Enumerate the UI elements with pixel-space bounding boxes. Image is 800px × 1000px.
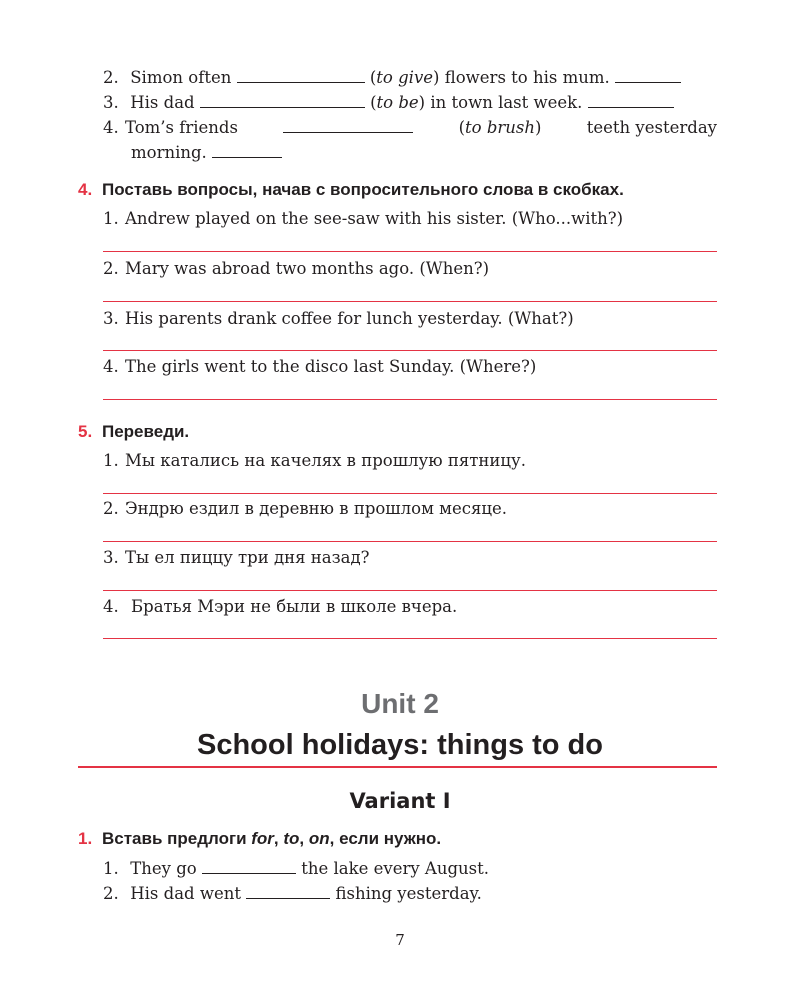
exercise-number: 1. (78, 829, 93, 848)
answer-blank[interactable] (212, 143, 282, 158)
item-text: The girls went to the disco last Sunday. (Where?) (125, 357, 537, 376)
exercise-5-heading (78, 422, 189, 442)
item-number: 3. (103, 309, 119, 328)
item-text-before: Simon often (130, 68, 232, 87)
exercise-instruction: Переведи. (102, 422, 190, 441)
item-number: 2. (103, 68, 119, 87)
page-number: 7 (395, 931, 405, 949)
verb-hint: to be (376, 93, 419, 112)
item-number: 1. (103, 209, 119, 228)
instruction-part: , если нужно. (329, 829, 442, 848)
ex5-item-1 (103, 451, 526, 470)
item-text-continued: morning. (131, 143, 207, 162)
instruction-part: to (283, 829, 300, 848)
answer-blank[interactable] (237, 68, 365, 83)
item-number: 4. (103, 118, 119, 137)
answer-blank[interactable] (588, 93, 674, 108)
verb-hint: to brush (465, 118, 536, 137)
ex4-item-1 (103, 209, 623, 228)
item-text: His parents drank coffee for lunch yesterday. (What?) (125, 309, 574, 328)
item-text: Братья Мэри не были в школе вчера. (131, 597, 458, 616)
item-number: 3. (103, 548, 119, 567)
ex5-item-2 (103, 499, 507, 518)
item-text: Мы катались на качелях в прошлую пятницу. (125, 451, 526, 470)
verb-hint: to give (376, 68, 434, 87)
ex1-item-1 (103, 859, 489, 878)
ex4-item-2 (103, 259, 489, 278)
ex5-item-4 (103, 597, 457, 616)
answer-line[interactable] (103, 638, 717, 639)
item-text-after: fishing yesterday. (335, 884, 482, 903)
answer-line[interactable] (103, 399, 717, 400)
item-number: 2. (103, 884, 119, 903)
item-text-after: the lake every August. (301, 859, 489, 878)
answer-blank[interactable] (283, 118, 413, 133)
exercise-instruction: Поставь вопросы, начав с вопросительного слова в скобках. (102, 180, 624, 199)
answer-line[interactable] (103, 493, 717, 494)
unit-label: Unit 2 (361, 688, 439, 719)
item-number: 3. (103, 93, 119, 112)
exercise-1-heading (78, 829, 441, 849)
answer-blank[interactable] (615, 68, 681, 83)
exercise-number: 4. (78, 180, 93, 199)
item-text-after: flowers to his mum. (444, 68, 610, 87)
instruction-part: on (308, 829, 330, 848)
instruction-part: , (299, 829, 309, 848)
answer-line[interactable] (103, 541, 717, 542)
answer-line[interactable] (103, 251, 717, 252)
exercise-number: 5. (78, 422, 93, 441)
unit-divider (78, 766, 717, 768)
answer-line[interactable] (103, 301, 717, 302)
ex3-item-4-continued (131, 143, 282, 162)
item-text: Ты ел пиццу три дня назад? (125, 548, 370, 567)
ex3-item-3: 3. His dad (to be) in town last week. (103, 93, 674, 112)
item-text: Andrew played on the see-saw with his sister. (Who...with?) (125, 209, 624, 228)
answer-line[interactable] (103, 590, 717, 591)
item-number: 4. (103, 357, 119, 376)
item-text-after: teeth yesterday (586, 118, 717, 137)
ex3-item-4: 4. Tom’s friends (to brush) teeth yesterday (103, 118, 717, 137)
ex5-item-3 (103, 548, 369, 567)
item-number: 1. (103, 859, 119, 878)
instruction-part: for (251, 829, 274, 848)
instruction-part: , (273, 829, 284, 848)
answer-blank[interactable] (246, 884, 330, 899)
exercise-4-heading (78, 180, 624, 200)
ex3-item-2: 2. Simon often (to give) flowers to his mum. (103, 68, 681, 87)
item-text-after: in town last week. (430, 93, 583, 112)
item-number: 2. (103, 499, 119, 518)
item-text-before: His dad went (130, 884, 241, 903)
item-text: Эндрю ездил в деревню в прошлом месяце. (125, 499, 508, 518)
ex4-item-4 (103, 357, 536, 376)
instruction-part: Вставь предлоги (102, 829, 252, 848)
item-text-before: His dad (130, 93, 195, 112)
item-number: 4. (103, 597, 119, 616)
answer-line[interactable] (103, 350, 717, 351)
answer-blank[interactable] (202, 859, 296, 874)
answer-blank[interactable] (200, 93, 365, 108)
item-text-before: Tom’s friends (125, 118, 238, 137)
item-number: 1. (103, 451, 119, 470)
item-number: 2. (103, 259, 119, 278)
unit-title: School holidays: things to do (197, 729, 603, 761)
ex4-item-3 (103, 309, 574, 328)
item-text-before: They go (130, 859, 197, 878)
ex1-item-2 (103, 884, 482, 903)
variant-title: Variant I (349, 789, 451, 813)
item-text: Mary was abroad two months ago. (When?) (125, 259, 490, 278)
